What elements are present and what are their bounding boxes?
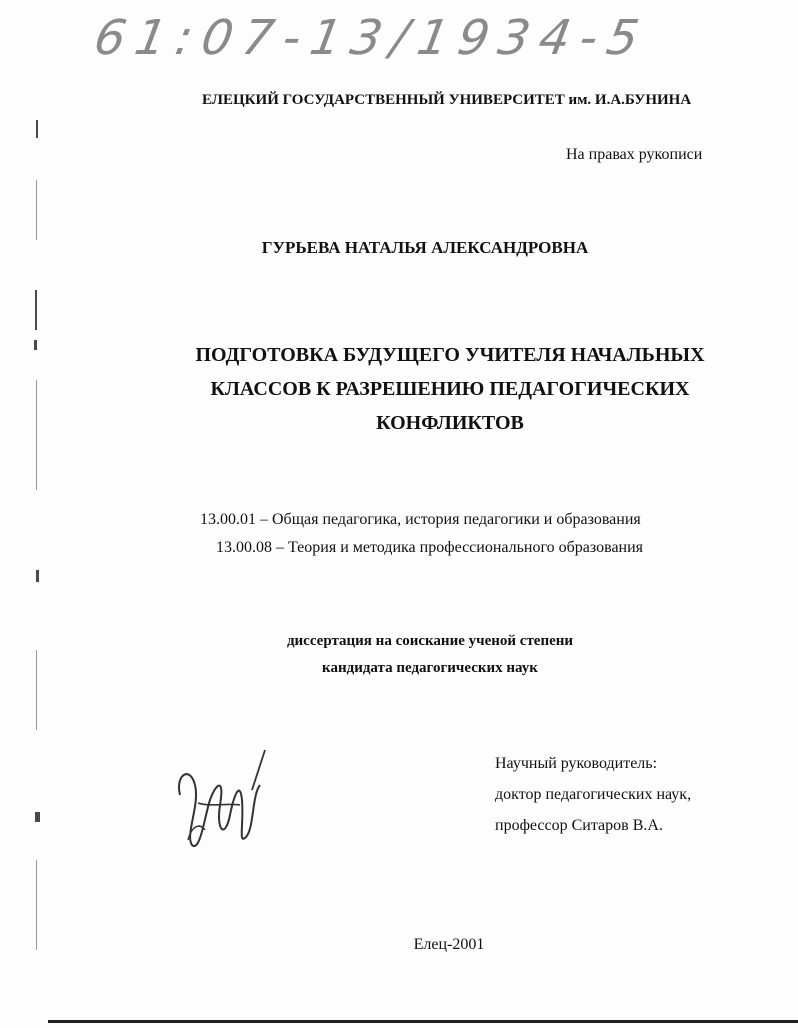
supervisor-line: Научный руководитель: — [495, 755, 658, 772]
degree-line: кандидата педагогических наук — [322, 660, 538, 676]
supervisor-line: доктор педагогических наук, — [495, 786, 692, 803]
scan-margin-mark — [36, 860, 37, 950]
title-line: КЛАССОВ К РАЗРЕШЕНИЮ ПЕДАГОГИЧЕСКИХ — [210, 378, 690, 400]
scan-margin-mark — [34, 340, 37, 350]
scan-margin-mark — [36, 120, 38, 138]
specialty-codes — [200, 506, 720, 562]
author-name: ГУРЬЕВА НАТАЛЬЯ АЛЕКСАНДРОВНА — [261, 238, 589, 257]
scan-margin-mark — [36, 650, 37, 730]
title-line: КОНФЛИКТОВ — [376, 412, 524, 434]
bottom-scan-edge — [48, 1020, 798, 1023]
scan-margin-mark — [35, 812, 40, 822]
specialty-line: 13.00.01 – Общая педагогика, история педагогики и образования — [200, 511, 641, 528]
scan-margin-mark — [36, 570, 39, 582]
title-line: ПОДГОТОВКА БУДУЩЕГО УЧИТЕЛЯ НАЧАЛЬНЫХ — [195, 344, 705, 366]
handwritten-signature — [170, 745, 290, 860]
dissertation-title — [150, 338, 750, 440]
degree-statement — [130, 628, 730, 682]
handwritten-archive-number: 61:07-13/1934-5 — [90, 10, 653, 66]
rights-note: На правах рукописи — [566, 146, 703, 163]
scan-margin-mark — [36, 380, 37, 490]
university-name: ЕЛЕЦКИЙ ГОСУДАРСТВЕННЫЙ УНИВЕРСИТЕТ им. И.А.БУНИНА — [202, 92, 692, 108]
supervisor-line: профессор Ситаров В.А. — [495, 817, 663, 834]
specialty-line: 13.00.08 – Теория и методика профессионального образования — [216, 539, 644, 556]
scientific-supervisor — [495, 748, 691, 841]
city-year: Елец-2001 — [413, 936, 485, 953]
scan-margin-mark — [35, 290, 37, 330]
degree-line: диссертация на соискание ученой степени — [286, 633, 574, 649]
scan-margin-mark — [36, 180, 37, 240]
